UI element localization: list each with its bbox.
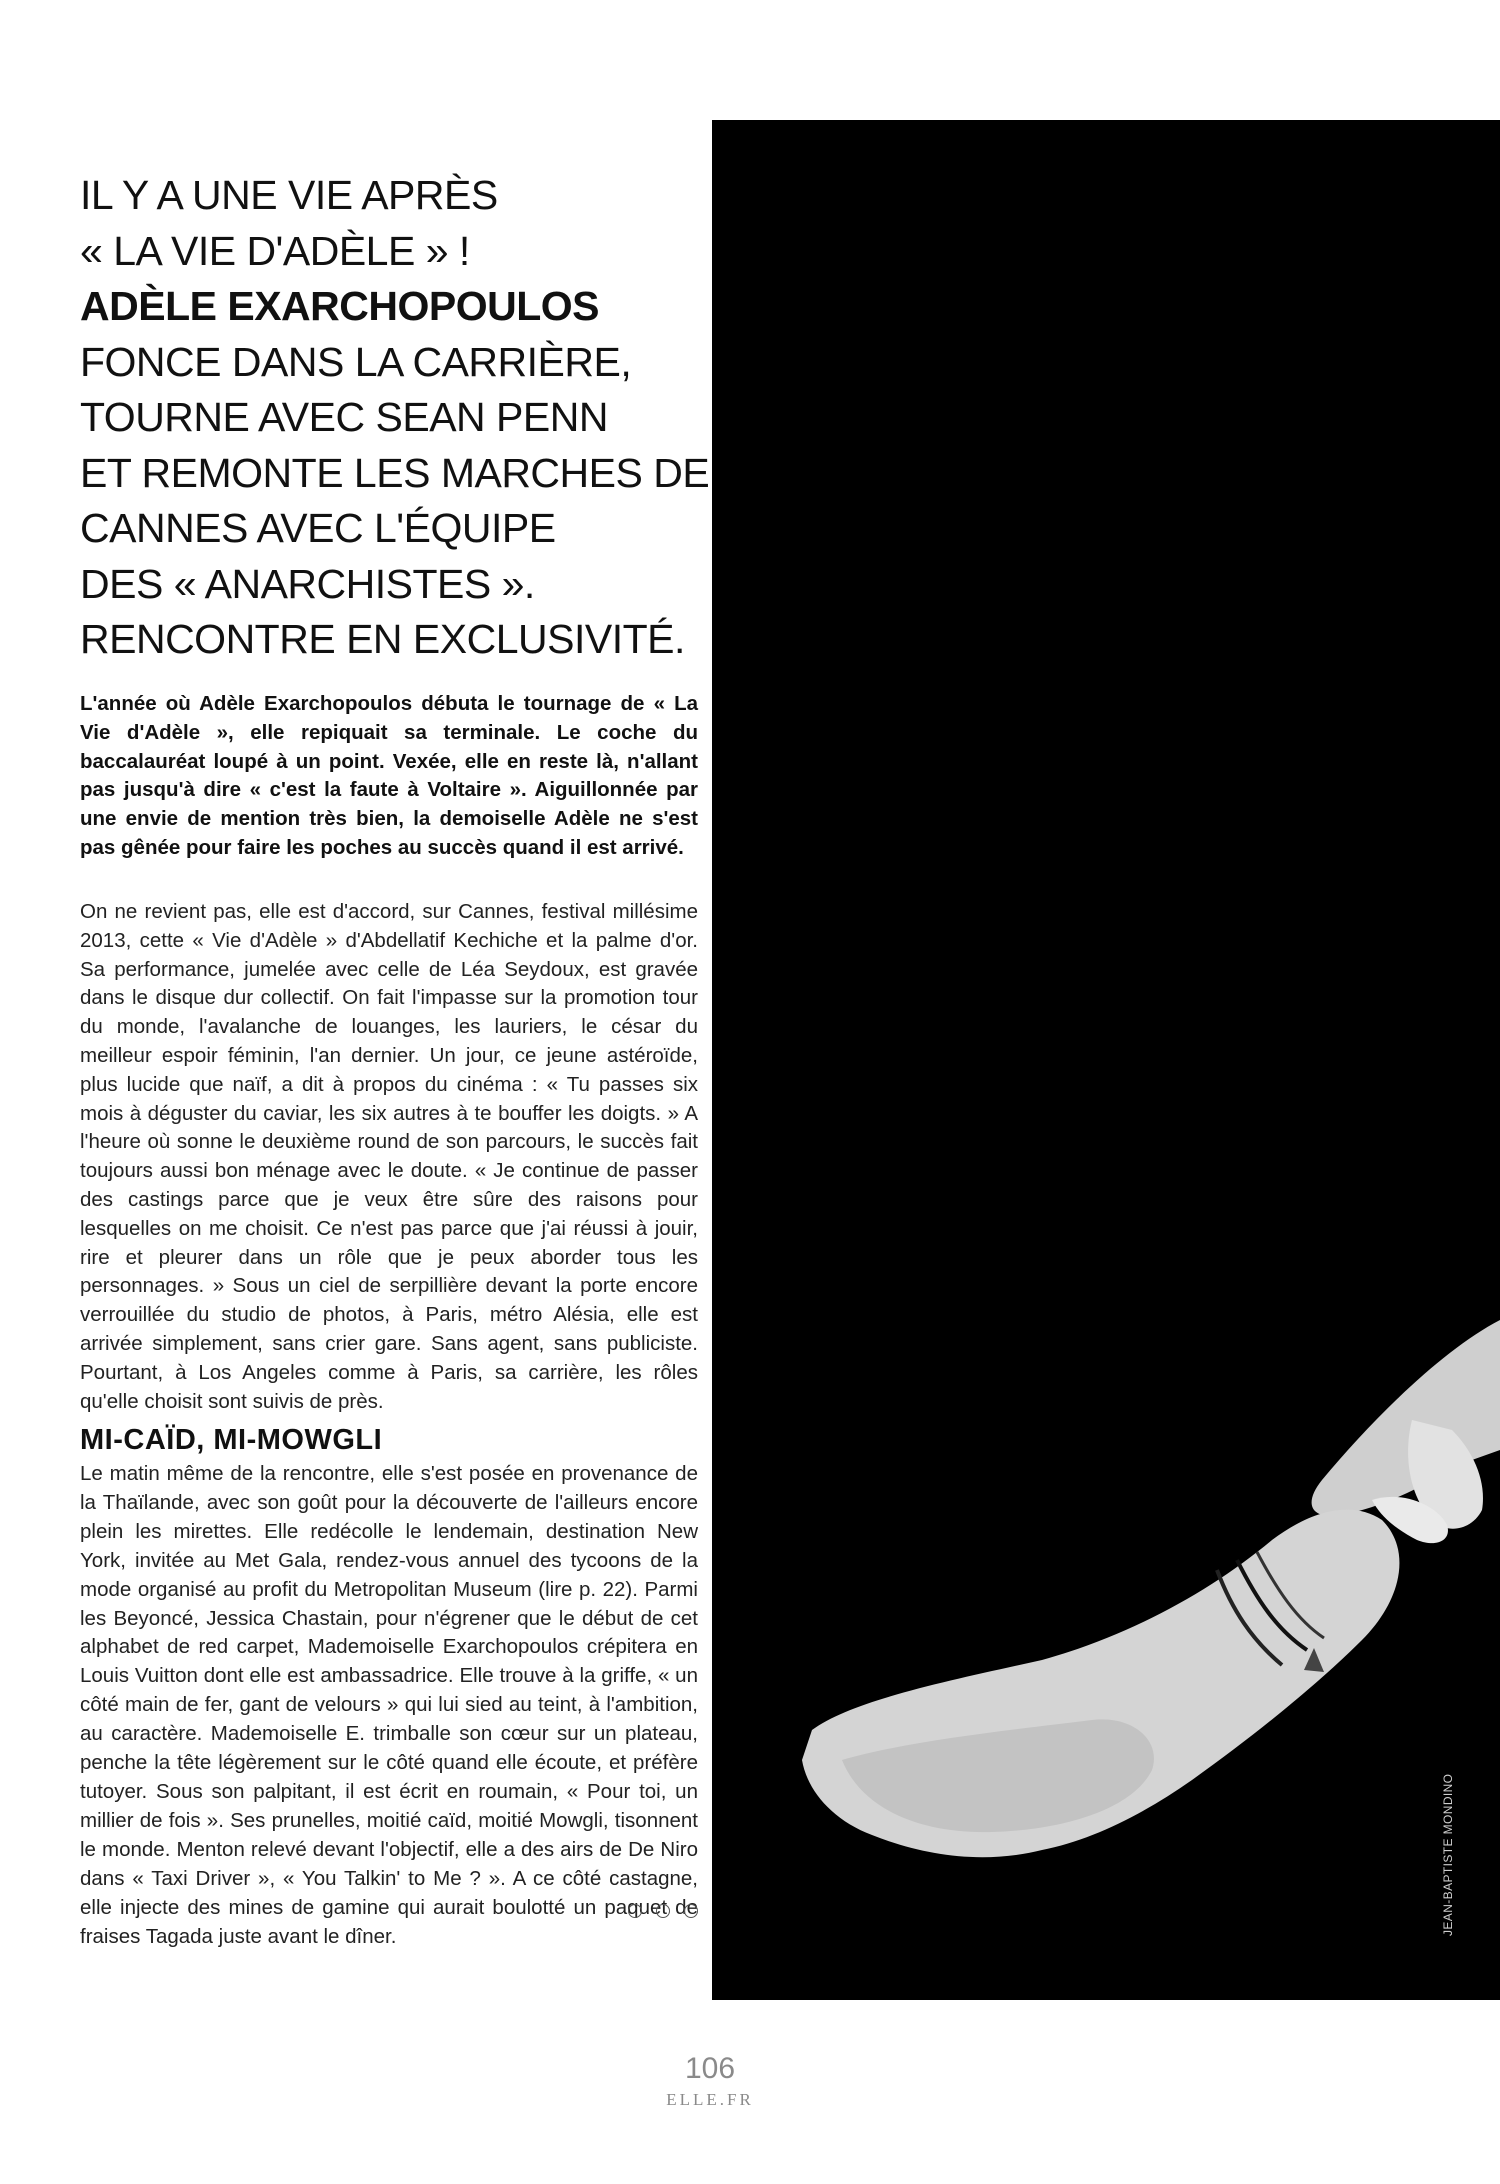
intro-paragraph: L'année où Adèle Exarchopoulos débuta le tournage de « La Vie d'Adèle », elle repiquait sa terminale. Le coche du baccalauréat loupé à un point. Vexée, elle en reste là, n'allant pas jusqu'à dire « c'est la faute à Voltaire ». Aiguillonnée par une envie de mention très bien, la demoiselle Adèle ne s'est pas gênée pour faire les poches au succès quand il est arrivé. <box>80 692 698 859</box>
headline-line: ET REMONTE LES MARCHES DE <box>80 449 710 496</box>
photo-credit-text: JEAN-BAPTISTE MONDINO <box>1441 1773 1455 1936</box>
headline-line: TOURNE AVEC SEAN PENN <box>80 394 608 440</box>
photo-credit <box>1438 1760 1460 1936</box>
photo-illustration <box>712 120 1500 2000</box>
continue-circle-icon <box>684 1904 698 1918</box>
headline-line: « LA VIE D'ADÈLE » ! <box>80 227 470 274</box>
page-number: 106 <box>684 2052 736 2085</box>
body-paragraph-2: Le matin même de la rencontre, elle s'est posée en provenance de la Thaïlande, avec son goût pour la découverte de l'ailleurs encore plein les mirettes. Elle redécolle le lendemain, destination New York, invitée au Met Gala, rendez-vous annuel des tycoons de la mode organisé au profit du Metropolitan Museum (lire p. 22). Parmi les Beyoncé, Jessica Chastain, pour n'égrener que le début de cet alphabet de red carpet, Mademoiselle Exarchopoulos crépitera en Louis Vuitton dont elle est ambassadrice. Elle trouve à la griffe, « un côté main de fer, gant de velours » qui lui sied au teint, à l'ambition, au caractère. Mademoiselle E. trimballe son cœur sur un plateau, penche la tête légèrement sur le côté quand elle écoute, et préfère tutoyer. Sous son palpitant, il est écrit en roumain, « Pour toi, un millier de fois ». Ses prunelles, moitié caïd, moitié Mowgli, tisonnent le monde. Menton relevé devant l'objectif, elle a des airs de De Niro dans « Taxi Driver », « You Talkin' to Me ? ». A ce côté castagne, elle injecte des mines de gamine qui aurait boulotté un paquet de fraises Tagada juste avant le dîner. <box>80 1462 698 1948</box>
headline <box>80 168 710 668</box>
continue-marks <box>628 1904 698 1922</box>
headline-line: CANNES AVEC L'ÉQUIPE <box>80 505 556 551</box>
continue-circle-icon <box>656 1904 670 1918</box>
headline-line: DES « ANARCHISTES ». <box>80 560 535 607</box>
section-subhead: MI-CAÏD, MI-MOWGLI <box>80 1424 383 1456</box>
headline-line: RENCONTRE EN EXCLUSIVITÉ. <box>80 616 685 662</box>
magazine-url: ELLE.FR <box>666 2090 754 2109</box>
headline-line: IL Y A UNE VIE APRÈS <box>80 172 498 218</box>
body-paragraph-1: On ne revient pas, elle est d'accord, sur Cannes, festival millésime 2013, cette « Vie d'Adèle » d'Abdellatif Kechiche et la palme d'or. Sa performance, jumelée avec celle de Léa Seydoux, est gravée dans le disque dur collectif. On fait l'impasse sur la promotion tour du monde, l'avalanche de louanges, les lauriers, le césar du meilleur espoir féminin, l'an dernier. Un jour, ce jeune astéroïde, plus lucide que naïf, a dit à propos du cinéma : « Tu passes six mois à déguster du caviar, les six autres à te bouffer les doigts. » A l'heure où sonne le deuxième round de son parcours, le succès fait toujours aussi bon ménage avec le doute. « Je continue de passer des castings parce que je veux être sûre des raisons pour lesquelles on me choisit. Ce n'est pas parce que j'ai réussi à jouir, rire et pleurer dans un rôle que je peux aborder tous les personnages. » Sous un ciel de serpillière devant la porte encore verrouillée du studio de photos, à Paris, métro Alésia, elle est arrivée simplement, sans crier gare. Sans agent, sans publiciste. Pourtant, à Los Angeles comme à Paris, sa carrière, les rôles qu'elle choisit sont suivis de près. <box>80 900 698 1413</box>
photo-ankle <box>712 120 1500 2000</box>
headline-line: FONCE DANS LA CARRIÈRE, <box>80 338 632 385</box>
headline-name: ADÈLE EXARCHOPOULOS <box>80 283 599 329</box>
continue-circle-icon <box>628 1904 642 1918</box>
